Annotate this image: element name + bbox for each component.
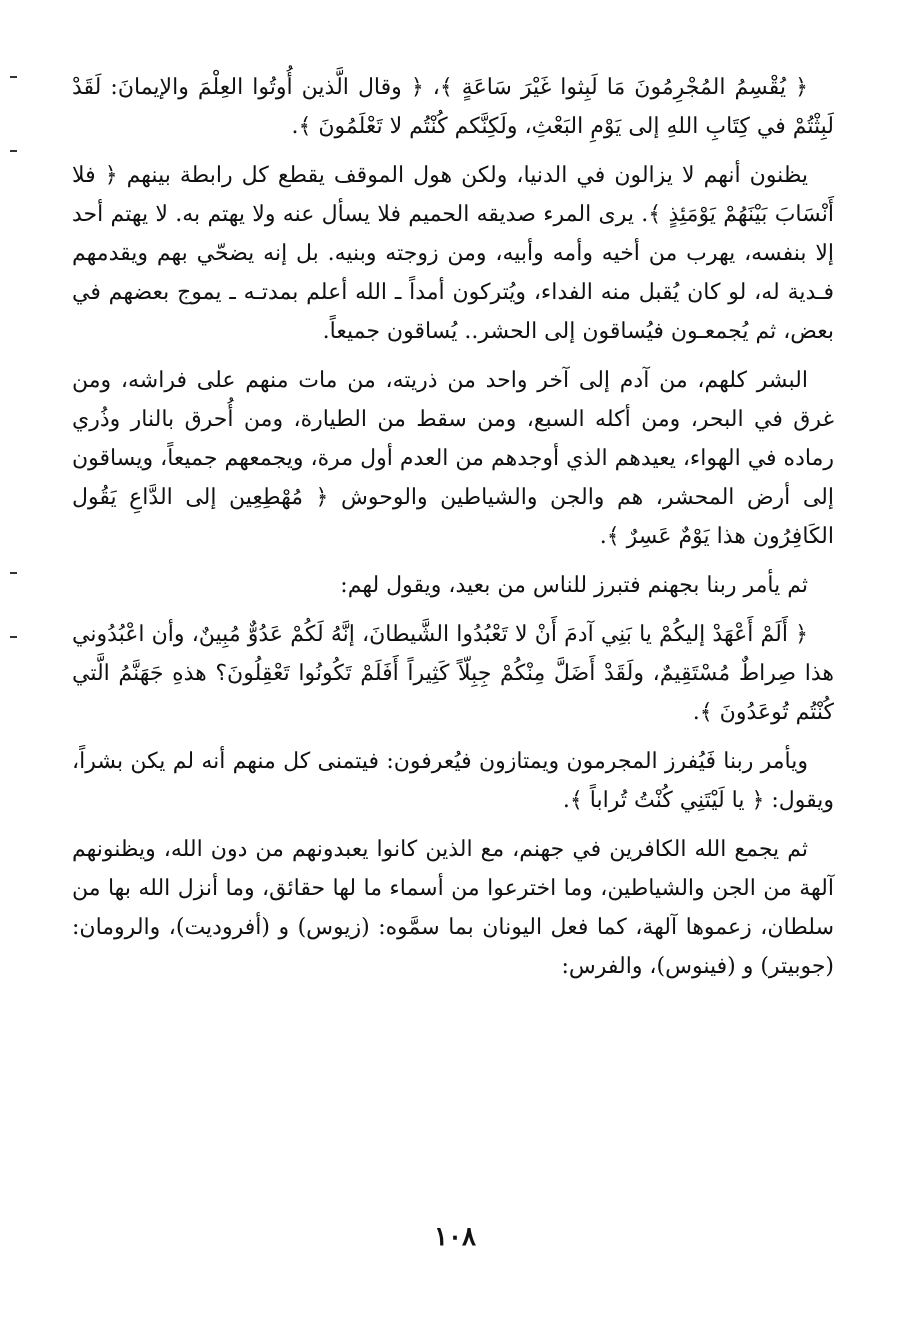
margin-mark bbox=[10, 76, 17, 78]
margin-mark bbox=[10, 150, 17, 152]
page-body bbox=[72, 68, 834, 996]
margin-mark bbox=[10, 636, 17, 638]
paragraph-1: ﴿ يُقْسِمُ المُجْرِمُونَ مَا لَبِثوا غَيْرَ سَاعَةٍ ﴾، ﴿ وقال الَّذين أُوتُوا العِلْمَ والإيمانَ: لَقَدْ لَبِثْتُمْ في كِتَابِ اللهِ إلى يَوْمِ البَعْثِ، ولَكِنَّكم كُنْتُم لا تَعْلَمُونَ ﴾. bbox=[72, 75, 834, 139]
paragraph-4: ثم يأمر ربنا بجهنم فتبرز للناس من بعيد، ويقول لهم: bbox=[340, 573, 808, 598]
paragraph-2: يظنون أنهم لا يزالون في الدنيا، ولكن هول الموقف يقطع كل رابطة بينهم ﴿ فلا أَنْسَابَ بَيْنَهُمْ يَوْمَئِذٍ ﴾. يرى المرء صديقه الحميم فلا يسأل عنه ولا يهتم به. لا يهتم أحد إلا بنفسه، يهرب من أخيه وأمه وأبيه، ومن زوجته وبنيه. بل إنه يضحّي بهم ويقدمهم فـدية له، لو كان يُقبل منه الفداء، ويُتركون أمداً ـ الله أعلم بمدتـه ـ يموج بعضهم في بعض، ثم يُجمعـون فيُساقون إلى الحشر.. يُساقون جميعاً. bbox=[72, 163, 834, 344]
page-number: ١٠٨ bbox=[434, 1222, 476, 1252]
paragraph-6: ويأمر ربنا فَيُفرز المجرمون ويمتازون فيُعرفون: فيتمنى كل منهم أنه لم يكن بشراً، ويقول: ﴿ يا لَيْتَنِي كُنْتُ تُراباً ﴾. bbox=[72, 749, 834, 813]
margin-mark bbox=[10, 572, 17, 574]
paragraph-3: البشر كلهم، من آدم إلى آخر واحد من ذريته، من مات منهم على فراشه، ومن غرق في البحر، ومن أكله السبع، ومن سقط من الطيارة، ومن أُحرق بالنار وذُري رماده في الهواء، يعيدهم الذي أوجدهم من العدم أول مرة، ويجمعهم جميعاً، ويساقون إلى أرض المحشر، هم والجن والشياطين والوحوش ﴿ مُهْطِعِين إلى الدَّاعِ يَقُول الكَافِرُون هذا يَوْمٌ عَسِرٌ ﴾. bbox=[72, 368, 834, 549]
paragraph-5: ﴿ أَلَمْ أَعْهَدْ إليكُمْ يا بَنِي آدمَ أَنْ لا تَعْبُدُوا الشَّيطانَ، إنَّهُ لَكُمْ عَدُوٌّ مُبِينٌ، وأن اعْبُدُوني هذا صِراطٌ مُسْتَقِيمٌ، ولَقَدْ أَضَلَّ مِنْكُمْ جِبِلّاً كَثِيراً أَفَلَمْ تَكُونُوا تَعْقِلُونَ؟ هذهِ جَهَنَّمُ الَّتي كُنْتُم تُوعَدُونَ ﴾. bbox=[72, 622, 834, 725]
paragraph-7: ثم يجمع الله الكافرين في جهنم، مع الذين كانوا يعبدونهم من دون الله، ويظنونهم آلهة من الجن والشياطين، وما اخترعوا من أسماء ما لها حقائق، وما أنزل الله بها من سلطان، زعموها آلهة، كما فعل اليونان بما سمَّوه: (زيوس) و (أفروديت)، والرومان: (جوبيتر) و (فينوس)، والفرس: bbox=[72, 837, 834, 979]
